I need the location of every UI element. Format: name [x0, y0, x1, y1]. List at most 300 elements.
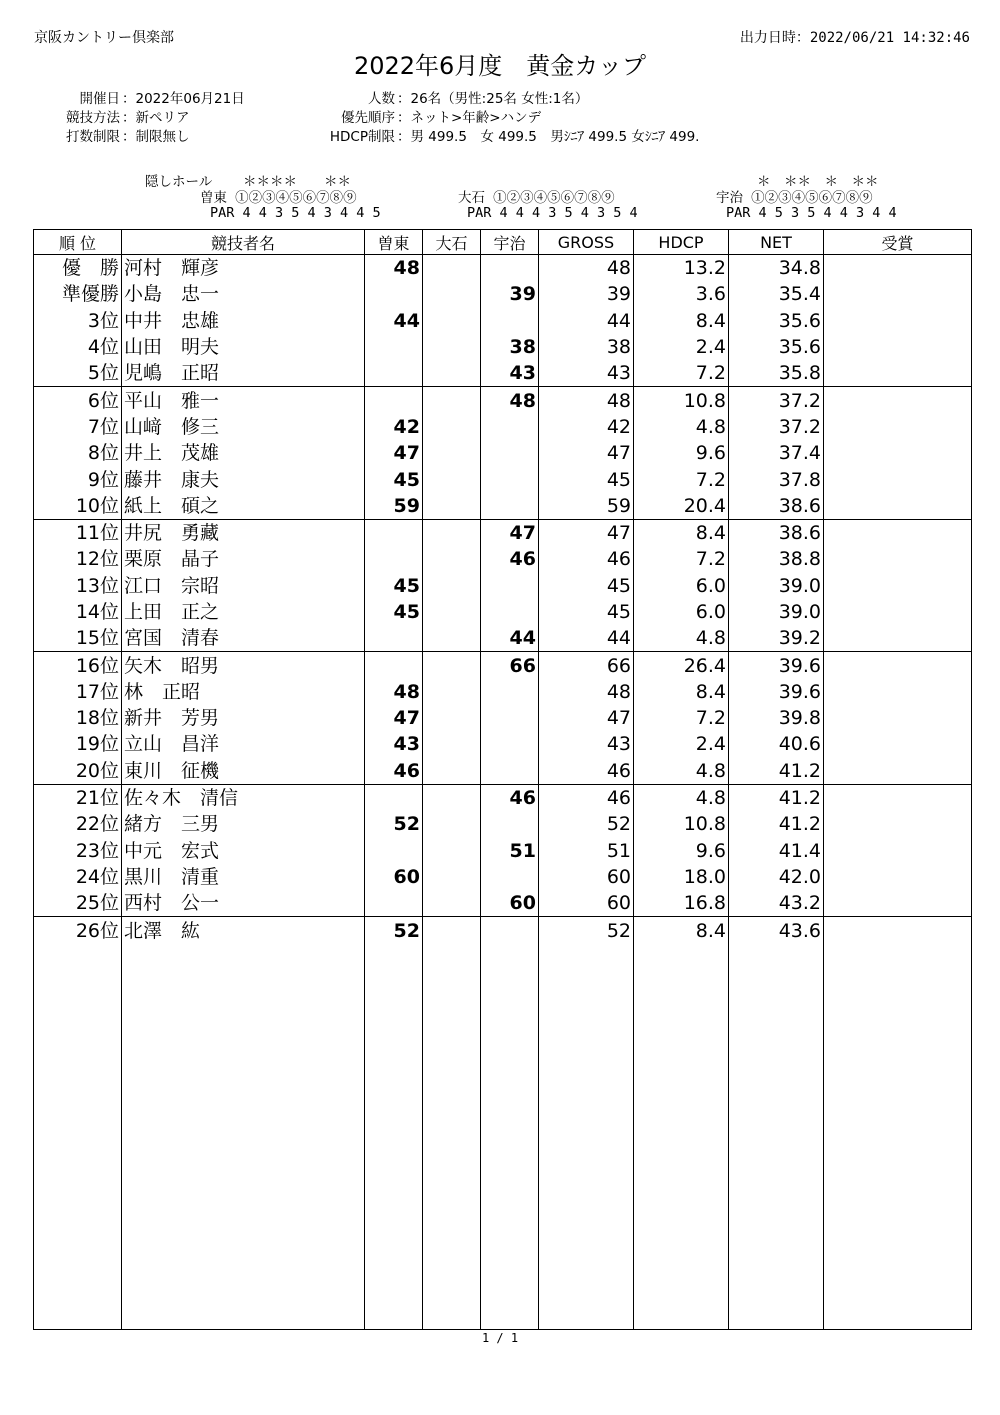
table-row — [34, 864, 972, 890]
gross-cell: 44 — [539, 308, 634, 334]
hdcp-cell: 4.8 — [634, 625, 729, 652]
sotou-score-cell — [365, 360, 423, 387]
table-row — [34, 466, 972, 492]
hdcp-cell: 6.0 — [634, 573, 729, 599]
ooishi-score-cell — [423, 679, 481, 705]
limit-label: 打数制限 — [66, 129, 120, 145]
hdcp-cell: 8.4 — [634, 519, 729, 546]
gross-cell: 47 — [539, 705, 634, 731]
hdcp-cell: 9.6 — [634, 838, 729, 864]
name-cell: 矢木 昭男 — [122, 652, 365, 679]
gross-cell: 43 — [539, 360, 634, 387]
ooishi-score-cell — [423, 917, 481, 944]
rank-cell: 24位 — [34, 864, 122, 890]
hdcp-cell: 8.4 — [634, 917, 729, 944]
uji-score-cell — [481, 864, 539, 890]
table-row — [34, 255, 972, 282]
table-row — [34, 625, 972, 652]
name-cell: 立山 昌洋 — [122, 731, 365, 757]
gross-cell: 52 — [539, 811, 634, 837]
hdcp-cell: 26.4 — [634, 652, 729, 679]
sotou-score-cell: 52 — [365, 811, 423, 837]
name-cell: 山﨑 修三 — [122, 414, 365, 440]
ooishi-score-cell — [423, 308, 481, 334]
sotou-score-cell: 45 — [365, 466, 423, 492]
net-cell: 41.2 — [729, 811, 824, 837]
net-cell: 43.2 — [729, 890, 824, 917]
sotou-score-cell: 48 — [365, 679, 423, 705]
award-cell — [824, 519, 972, 546]
results-table — [33, 229, 972, 1330]
gross-cell: 45 — [539, 466, 634, 492]
award-cell — [824, 387, 972, 414]
uji-score-cell — [481, 414, 539, 440]
net-cell: 39.0 — [729, 573, 824, 599]
hdcp-cell: 10.8 — [634, 811, 729, 837]
col-sotou-header: 曽東 — [365, 230, 423, 255]
hdcp-limit-value: ：男 499.5 女 499.5 男ｼﾆｱ 499.5 女ｼﾆｱ 499. — [397, 129, 700, 145]
gross-cell: 47 — [539, 440, 634, 466]
net-cell: 37.2 — [729, 414, 824, 440]
name-cell: 宮国 清春 — [122, 625, 365, 652]
gross-cell: 48 — [539, 255, 634, 282]
name-cell: 林 正昭 — [122, 679, 365, 705]
sotou-score-cell — [365, 387, 423, 414]
name-cell: 藤井 康夫 — [122, 466, 365, 492]
sotou-score-cell — [365, 625, 423, 652]
hdcp-cell: 2.4 — [634, 334, 729, 360]
rank-cell: 9位 — [34, 466, 122, 492]
net-cell: 37.4 — [729, 440, 824, 466]
ooishi-score-cell — [423, 387, 481, 414]
net-cell: 41.4 — [729, 838, 824, 864]
ooishi-score-cell — [423, 811, 481, 837]
rank-cell: 14位 — [34, 599, 122, 625]
uji-score-cell — [481, 308, 539, 334]
name-cell: 北澤 紘 — [122, 917, 365, 944]
net-cell: 38.8 — [729, 546, 824, 572]
rank-cell: 12位 — [34, 546, 122, 572]
ooishi-score-cell — [423, 599, 481, 625]
col-name-header: 競技者名 — [122, 230, 365, 255]
page-title: 2022年6月度 黄金カップ — [353, 52, 647, 80]
name-cell: 上田 正之 — [122, 599, 365, 625]
col-gross-header: GROSS — [539, 230, 634, 255]
ooishi-score-cell — [423, 625, 481, 652]
uji-score-cell: 47 — [481, 519, 539, 546]
hdcp-cell: 16.8 — [634, 890, 729, 917]
table-row — [34, 890, 972, 917]
date-value: ：2022年06月21日 — [122, 91, 245, 107]
ooishi-score-cell — [423, 334, 481, 360]
net-cell: 35.4 — [729, 281, 824, 307]
name-cell: 河村 輝彦 — [122, 255, 365, 282]
ooishi-score-cell — [423, 758, 481, 785]
award-cell — [824, 652, 972, 679]
people-value: ：26名（男性:25名 女性:1名） — [397, 91, 589, 107]
uji-score-cell: 44 — [481, 625, 539, 652]
uji-score-cell — [481, 440, 539, 466]
uji-score-cell: 38 — [481, 334, 539, 360]
course3-holes: 宇治 ①②③④⑤⑥⑦⑧⑨ — [716, 190, 873, 206]
sotou-score-cell — [365, 784, 423, 811]
course2-holes: 大石 ①②③④⑤⑥⑦⑧⑨ — [458, 190, 615, 206]
name-cell: 井上 茂雄 — [122, 440, 365, 466]
rank-cell: 26位 — [34, 917, 122, 944]
net-cell: 39.6 — [729, 679, 824, 705]
uji-score-cell — [481, 731, 539, 757]
award-cell — [824, 546, 972, 572]
hdcp-cell: 10.8 — [634, 387, 729, 414]
ooishi-score-cell — [423, 573, 481, 599]
net-cell: 35.8 — [729, 360, 824, 387]
gross-cell: 48 — [539, 387, 634, 414]
name-cell: 新井 芳男 — [122, 705, 365, 731]
gross-cell: 45 — [539, 599, 634, 625]
sotou-score-cell: 52 — [365, 917, 423, 944]
net-cell: 42.0 — [729, 864, 824, 890]
table-row — [34, 705, 972, 731]
uji-score-cell: 39 — [481, 281, 539, 307]
col-rank-header: 順 位 — [34, 230, 122, 255]
priority-label: 優先順序 — [341, 110, 395, 126]
table-row — [34, 652, 972, 679]
name-cell: 江口 宗昭 — [122, 573, 365, 599]
rank-cell: 20位 — [34, 758, 122, 785]
rank-cell: 25位 — [34, 890, 122, 917]
net-cell: 40.6 — [729, 731, 824, 757]
ooishi-score-cell — [423, 414, 481, 440]
award-cell — [824, 255, 972, 282]
col-ooishi-header: 大石 — [423, 230, 481, 255]
rank-cell: 3位 — [34, 308, 122, 334]
table-row — [34, 811, 972, 837]
hdcp-cell: 3.6 — [634, 281, 729, 307]
rank-cell: 11位 — [34, 519, 122, 546]
net-cell: 34.8 — [729, 255, 824, 282]
ooishi-score-cell — [423, 493, 481, 520]
sotou-score-cell — [365, 838, 423, 864]
gross-cell: 42 — [539, 414, 634, 440]
ooishi-score-cell — [423, 546, 481, 572]
ooishi-score-cell — [423, 705, 481, 731]
sotou-score-cell: 45 — [365, 599, 423, 625]
uji-score-cell: 60 — [481, 890, 539, 917]
date-label: 開催日 — [79, 91, 120, 107]
table-row — [34, 679, 972, 705]
hdcp-cell: 4.8 — [634, 414, 729, 440]
hdcp-cell: 6.0 — [634, 599, 729, 625]
hdcp-cell: 13.2 — [634, 255, 729, 282]
net-cell: 39.8 — [729, 705, 824, 731]
sotou-score-cell — [365, 334, 423, 360]
award-cell — [824, 281, 972, 307]
uji-score-cell — [481, 679, 539, 705]
rank-cell: 19位 — [34, 731, 122, 757]
ooishi-score-cell — [423, 281, 481, 307]
award-cell — [824, 811, 972, 837]
uji-score-cell: 51 — [481, 838, 539, 864]
award-cell — [824, 360, 972, 387]
course3-par: PAR 4 5 3 5 4 4 3 4 4 — [726, 205, 897, 221]
col-award-header: 受賞 — [824, 230, 972, 255]
gross-cell: 44 — [539, 625, 634, 652]
award-cell — [824, 731, 972, 757]
name-cell: 井尻 勇藏 — [122, 519, 365, 546]
empty-cell — [365, 944, 423, 1330]
priority-value: ：ネット>年齢>ハンデ — [397, 110, 542, 126]
sotou-score-cell: 46 — [365, 758, 423, 785]
ooishi-score-cell — [423, 784, 481, 811]
empty-cell — [481, 944, 539, 1330]
course1-holes: 曽東 ①②③④⑤⑥⑦⑧⑨ — [200, 190, 357, 206]
empty-cell — [423, 944, 481, 1330]
gross-cell: 45 — [539, 573, 634, 599]
award-cell — [824, 705, 972, 731]
empty-cell — [729, 944, 824, 1330]
name-cell: 紙上 碩之 — [122, 493, 365, 520]
award-cell — [824, 414, 972, 440]
name-cell: 西村 公一 — [122, 890, 365, 917]
limit-value: ：制限無し — [122, 129, 190, 145]
uji-score-cell — [481, 758, 539, 785]
ooishi-score-cell — [423, 440, 481, 466]
gross-cell: 39 — [539, 281, 634, 307]
table-row — [34, 917, 972, 944]
uji-score-cell — [481, 466, 539, 492]
net-cell: 43.6 — [729, 917, 824, 944]
table-row — [34, 784, 972, 811]
award-cell — [824, 838, 972, 864]
uji-score-cell: 43 — [481, 360, 539, 387]
uji-score-cell: 46 — [481, 546, 539, 572]
name-cell: 黒川 清重 — [122, 864, 365, 890]
uji-score-cell — [481, 705, 539, 731]
ooishi-score-cell — [423, 838, 481, 864]
table-row — [34, 493, 972, 520]
hdcp-cell: 4.8 — [634, 758, 729, 785]
name-cell: 小島 忠一 — [122, 281, 365, 307]
rank-cell: 16位 — [34, 652, 122, 679]
sotou-score-cell: 45 — [365, 573, 423, 599]
rank-cell: 優 勝 — [34, 255, 122, 282]
net-cell: 41.2 — [729, 758, 824, 785]
uji-score-cell — [481, 573, 539, 599]
hdcp-cell: 9.6 — [634, 440, 729, 466]
rank-cell: 22位 — [34, 811, 122, 837]
hdcp-cell: 18.0 — [634, 864, 729, 890]
uji-score-cell — [481, 255, 539, 282]
table-row — [34, 281, 972, 307]
uji-score-cell — [481, 599, 539, 625]
table-row — [34, 414, 972, 440]
method-value: ：新ペリア — [122, 110, 190, 126]
rank-cell: 7位 — [34, 414, 122, 440]
ooishi-score-cell — [423, 652, 481, 679]
name-cell: 中井 忠雄 — [122, 308, 365, 334]
award-cell — [824, 890, 972, 917]
table-header-row — [34, 230, 972, 255]
gross-cell: 46 — [539, 546, 634, 572]
people-label: 人数 — [368, 91, 395, 107]
gross-cell: 66 — [539, 652, 634, 679]
name-cell: 緒方 三男 — [122, 811, 365, 837]
hdcp-cell: 7.2 — [634, 466, 729, 492]
gross-cell: 38 — [539, 334, 634, 360]
table-row — [34, 599, 972, 625]
uji-score-cell — [481, 811, 539, 837]
hidden-hole-label: 隠しホール — [145, 174, 213, 190]
table-row — [34, 758, 972, 785]
award-cell — [824, 625, 972, 652]
table-row — [34, 308, 972, 334]
name-cell: 中元 宏式 — [122, 838, 365, 864]
table-row — [34, 573, 972, 599]
hdcp-cell: 20.4 — [634, 493, 729, 520]
course3-hidden-marks: ＊ ＊＊ ＊ ＊＊ — [757, 174, 879, 190]
course1-hidden-marks: ＊＊＊＊ ＊＊ — [243, 174, 351, 190]
ooishi-score-cell — [423, 360, 481, 387]
hdcp-cell: 7.2 — [634, 705, 729, 731]
sotou-score-cell — [365, 652, 423, 679]
hdcp-cell: 8.4 — [634, 679, 729, 705]
table-row — [34, 838, 972, 864]
award-cell — [824, 493, 972, 520]
table-row — [34, 387, 972, 414]
name-cell: 平山 雅一 — [122, 387, 365, 414]
sotou-score-cell — [365, 519, 423, 546]
gross-cell: 46 — [539, 784, 634, 811]
sotou-score-cell: 48 — [365, 255, 423, 282]
sotou-score-cell: 47 — [365, 705, 423, 731]
uji-score-cell — [481, 493, 539, 520]
rank-cell: 23位 — [34, 838, 122, 864]
page-number: 1 / 1 — [481, 1331, 519, 1345]
award-cell — [824, 917, 972, 944]
gross-cell: 60 — [539, 890, 634, 917]
col-net-header: NET — [729, 230, 824, 255]
rank-cell: 10位 — [34, 493, 122, 520]
net-cell: 39.6 — [729, 652, 824, 679]
sotou-score-cell: 43 — [365, 731, 423, 757]
hdcp-cell: 7.2 — [634, 546, 729, 572]
gross-cell: 48 — [539, 679, 634, 705]
hdcp-limit-label: HDCP制限 — [329, 129, 395, 145]
award-cell — [824, 466, 972, 492]
course1-par: PAR 4 4 3 5 4 3 4 4 5 — [210, 205, 381, 221]
net-cell: 37.2 — [729, 387, 824, 414]
award-cell — [824, 573, 972, 599]
sotou-score-cell — [365, 281, 423, 307]
rank-cell: 4位 — [34, 334, 122, 360]
table-row — [34, 731, 972, 757]
empty-cell — [34, 944, 122, 1330]
gross-cell: 51 — [539, 838, 634, 864]
name-cell: 山田 明夫 — [122, 334, 365, 360]
method-label: 競技方法 — [66, 110, 120, 126]
table-row — [34, 360, 972, 387]
name-cell: 佐々木 清信 — [122, 784, 365, 811]
col-uji-header: 宇治 — [481, 230, 539, 255]
ooishi-score-cell — [423, 890, 481, 917]
sotou-score-cell: 42 — [365, 414, 423, 440]
table-row — [34, 440, 972, 466]
award-cell — [824, 758, 972, 785]
rank-cell: 6位 — [34, 387, 122, 414]
sotou-score-cell — [365, 546, 423, 572]
sotou-score-cell: 47 — [365, 440, 423, 466]
empty-cell — [122, 944, 365, 1330]
award-cell — [824, 440, 972, 466]
empty-table-space — [34, 944, 972, 1330]
table-row — [34, 334, 972, 360]
net-cell: 37.8 — [729, 466, 824, 492]
ooishi-score-cell — [423, 466, 481, 492]
table-row — [34, 546, 972, 572]
rank-cell: 21位 — [34, 784, 122, 811]
sotou-score-cell: 44 — [365, 308, 423, 334]
uji-score-cell: 66 — [481, 652, 539, 679]
name-cell: 児嶋 正昭 — [122, 360, 365, 387]
rank-cell: 17位 — [34, 679, 122, 705]
net-cell: 35.6 — [729, 308, 824, 334]
club-name: 京阪カントリー倶楽部 — [34, 30, 174, 46]
uji-score-cell — [481, 917, 539, 944]
net-cell: 39.2 — [729, 625, 824, 652]
hdcp-cell: 2.4 — [634, 731, 729, 757]
name-cell: 栗原 晶子 — [122, 546, 365, 572]
uji-score-cell: 48 — [481, 387, 539, 414]
rank-cell: 8位 — [34, 440, 122, 466]
empty-cell — [539, 944, 634, 1330]
table-row — [34, 519, 972, 546]
award-cell — [824, 784, 972, 811]
gross-cell: 59 — [539, 493, 634, 520]
ooishi-score-cell — [423, 255, 481, 282]
col-hdcp-header: HDCP — [634, 230, 729, 255]
hdcp-cell: 8.4 — [634, 308, 729, 334]
gross-cell: 46 — [539, 758, 634, 785]
rank-cell: 18位 — [34, 705, 122, 731]
sotou-score-cell: 60 — [365, 864, 423, 890]
net-cell: 41.2 — [729, 784, 824, 811]
gross-cell: 47 — [539, 519, 634, 546]
award-cell — [824, 308, 972, 334]
ooishi-score-cell — [423, 864, 481, 890]
hdcp-cell: 7.2 — [634, 360, 729, 387]
net-cell: 39.0 — [729, 599, 824, 625]
gross-cell: 52 — [539, 917, 634, 944]
course2-par: PAR 4 4 4 3 5 4 3 5 4 — [467, 205, 638, 221]
gross-cell: 60 — [539, 864, 634, 890]
rank-cell: 13位 — [34, 573, 122, 599]
net-cell: 35.6 — [729, 334, 824, 360]
output-datetime: 出力日時：2022/06/21 14:32:46 — [739, 30, 970, 46]
sotou-score-cell: 59 — [365, 493, 423, 520]
ooishi-score-cell — [423, 519, 481, 546]
award-cell — [824, 864, 972, 890]
award-cell — [824, 599, 972, 625]
rank-cell: 15位 — [34, 625, 122, 652]
ooishi-score-cell — [423, 731, 481, 757]
net-cell: 38.6 — [729, 493, 824, 520]
net-cell: 38.6 — [729, 519, 824, 546]
empty-cell — [824, 944, 972, 1330]
sotou-score-cell — [365, 890, 423, 917]
empty-cell — [634, 944, 729, 1330]
rank-cell: 準優勝 — [34, 281, 122, 307]
award-cell — [824, 679, 972, 705]
